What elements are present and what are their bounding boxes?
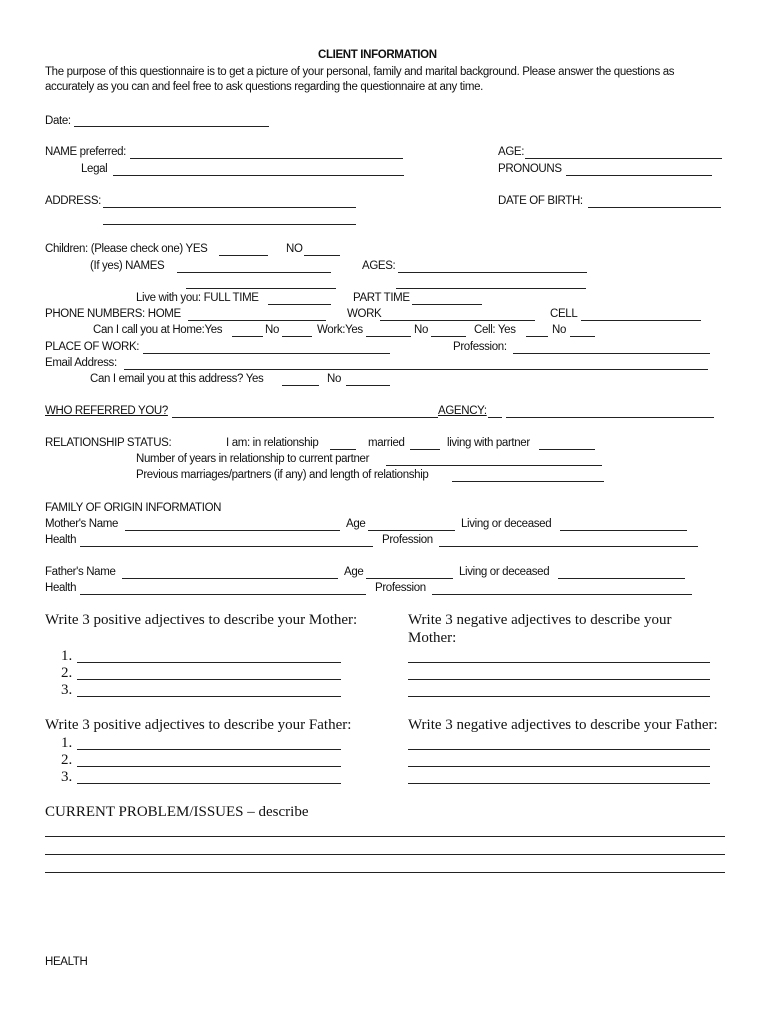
fathers-name-label: Father's Name: [45, 566, 116, 578]
mother-profession-label: Profession: [382, 534, 433, 546]
family-of-origin-heading: FAMILY OF ORIGIN INFORMATION: [45, 502, 222, 514]
negative-mother-field-3[interactable]: [408, 696, 710, 697]
health-heading: HEALTH: [45, 956, 88, 968]
married-field[interactable]: [410, 449, 440, 450]
positive-father-prompt: Write 3 positive adjectives to describe your Father:: [45, 717, 352, 733]
positive-father-num-3: 3.: [61, 769, 73, 785]
positive-father-field-3[interactable]: [77, 783, 341, 784]
negative-father-field-1[interactable]: [408, 749, 710, 750]
children-ages-field-2[interactable]: [396, 288, 586, 289]
agency-field-short[interactable]: [488, 417, 502, 418]
father-living-field[interactable]: [558, 578, 685, 579]
negative-mother-field-2[interactable]: [408, 679, 710, 680]
part-time-label: PART TIME: [353, 292, 410, 304]
children-no-label: NO: [286, 243, 303, 255]
living-with-partner-field[interactable]: [539, 449, 595, 450]
mother-living-field[interactable]: [560, 530, 687, 531]
positive-mother-field-3[interactable]: [77, 696, 341, 697]
children-names-label: (If yes) NAMES: [90, 260, 165, 272]
living-with-partner-label: living with partner: [447, 437, 530, 449]
positive-mother-num-1: 1.: [61, 648, 73, 664]
fathers-name-field[interactable]: [122, 578, 338, 579]
mothers-name-label: Mother's Name: [45, 518, 119, 530]
phone-cell-label: CELL: [550, 308, 578, 320]
call-cell-no-label: No: [552, 324, 567, 336]
negative-mother-prompt-line2: Mother:: [408, 630, 457, 646]
father-profession-field[interactable]: [432, 594, 692, 595]
years-in-relationship-label: Number of years in relationship to current partner: [136, 453, 370, 465]
place-of-work-field[interactable]: [143, 353, 390, 354]
positive-mother-prompt: Write 3 positive adjectives to describe your Mother:: [45, 612, 358, 628]
previous-marriages-label: Previous marriages/partners (if any) and length of relationship: [136, 469, 429, 481]
positive-father-field-1[interactable]: [77, 749, 341, 750]
father-age-label: Age: [344, 566, 364, 578]
mother-age-label: Age: [346, 518, 366, 530]
positive-mother-num-2: 2.: [61, 665, 73, 681]
in-relationship-label: I am: in relationship: [226, 437, 319, 449]
referred-by-label: WHO REFERRED YOU?: [45, 405, 168, 417]
legal-name-label: Legal: [81, 163, 108, 175]
previous-marriages-field[interactable]: [452, 481, 604, 482]
current-problem-field-3[interactable]: [45, 872, 725, 873]
call-work-no-field[interactable]: [431, 336, 466, 337]
mother-living-label: Living or deceased: [461, 518, 552, 530]
father-health-label: Health: [45, 582, 77, 594]
profession-label: Profession:: [453, 341, 507, 353]
positive-father-num-1: 1.: [61, 735, 73, 751]
negative-mother-field-1[interactable]: [408, 662, 710, 663]
phone-work-field[interactable]: [380, 320, 535, 321]
intro-text-line1: The purpose of this questionnaire is to get a picture of your personal, family and marital background. Please answer the questions as: [45, 66, 675, 78]
negative-mother-prompt-line1: Write 3 negative adjectives to describe your: [408, 612, 672, 628]
email-permission-label: Can I email you at this address? Yes: [90, 373, 264, 385]
call-cell-no-field[interactable]: [570, 336, 595, 337]
call-home-no-label: No: [265, 324, 280, 336]
pronouns-label: PRONOUNS: [498, 163, 562, 175]
phone-home-label: PHONE NUMBERS: HOME: [45, 308, 181, 320]
legal-name-field[interactable]: [113, 175, 404, 176]
referred-by-field[interactable]: [172, 417, 438, 418]
intro-text-line2: accurately as you can and feel free to ask questions regarding the questionnaire at any time.: [45, 81, 483, 93]
current-problem-field-2[interactable]: [45, 854, 725, 855]
email-permission-no-field[interactable]: [346, 385, 390, 386]
agency-field[interactable]: [506, 417, 714, 418]
children-names-field-2[interactable]: [186, 288, 336, 289]
relationship-status-label: RELATIONSHIP STATUS:: [45, 437, 172, 449]
name-preferred-label: NAME preferred:: [45, 146, 127, 158]
positive-father-num-2: 2.: [61, 752, 73, 768]
father-living-label: Living or deceased: [459, 566, 550, 578]
phone-cell-field[interactable]: [581, 320, 701, 321]
call-cell-yes-field[interactable]: [526, 336, 548, 337]
father-health-field[interactable]: [80, 594, 366, 595]
negative-father-field-2[interactable]: [408, 766, 710, 767]
agency-label: AGENCY:: [438, 405, 487, 417]
current-problem-heading: CURRENT PROBLEM/ISSUES – describe: [45, 804, 309, 820]
mother-profession-field[interactable]: [439, 546, 698, 547]
in-relationship-field[interactable]: [330, 449, 356, 450]
current-problem-field-1[interactable]: [45, 836, 725, 837]
pronouns-field[interactable]: [566, 175, 712, 176]
live-full-time-field[interactable]: [268, 304, 331, 305]
call-work-label: Work:Yes: [317, 324, 363, 336]
place-of-work-label: PLACE OF WORK:: [45, 341, 140, 353]
email-field[interactable]: [124, 369, 708, 370]
email-label: Email Address:: [45, 357, 117, 369]
father-age-field[interactable]: [366, 578, 453, 579]
years-in-relationship-field[interactable]: [386, 465, 602, 466]
address-field-line2[interactable]: [103, 224, 356, 225]
positive-mother-field-2[interactable]: [77, 679, 341, 680]
children-ages-field[interactable]: [398, 272, 587, 273]
positive-father-field-2[interactable]: [77, 766, 341, 767]
dob-field[interactable]: [588, 207, 721, 208]
address-label: ADDRESS:: [45, 195, 101, 207]
live-full-time-label: Live with you: FULL TIME: [136, 292, 259, 304]
date-label: Date:: [45, 115, 71, 127]
children-no-field[interactable]: [304, 255, 340, 256]
negative-father-field-3[interactable]: [408, 783, 710, 784]
mother-age-field[interactable]: [368, 530, 455, 531]
children-names-field[interactable]: [177, 272, 331, 273]
call-cell-label: Cell: Yes: [474, 324, 516, 336]
children-yes-field[interactable]: [219, 255, 268, 256]
call-home-label: Can I call you at Home:Yes: [93, 324, 223, 336]
mother-health-label: Health: [45, 534, 77, 546]
negative-father-prompt: Write 3 negative adjectives to describe your Father:: [408, 717, 718, 733]
date-field[interactable]: [74, 126, 269, 127]
children-ages-label: AGES:: [362, 260, 396, 272]
age-field[interactable]: [525, 158, 722, 159]
positive-mother-num-3: 3.: [61, 682, 73, 698]
age-label: AGE:: [498, 146, 525, 158]
email-permission-yes-field[interactable]: [282, 385, 319, 386]
children-label: Children: (Please check one) YES: [45, 243, 208, 255]
dob-label: DATE OF BIRTH:: [498, 195, 583, 207]
address-field-line1[interactable]: [103, 207, 356, 208]
mother-health-field[interactable]: [80, 546, 373, 547]
profession-field[interactable]: [513, 353, 710, 354]
married-label: married: [368, 437, 405, 449]
father-profession-label: Profession: [375, 582, 426, 594]
form-title: CLIENT INFORMATION: [318, 49, 437, 61]
positive-mother-field-1[interactable]: [77, 662, 341, 663]
phone-work-label: WORK: [347, 308, 382, 320]
part-time-field[interactable]: [412, 304, 482, 305]
email-permission-no-label: No: [327, 373, 342, 385]
name-preferred-field[interactable]: [130, 158, 403, 159]
call-work-yes-field[interactable]: [366, 336, 411, 337]
call-work-no-label: No: [414, 324, 429, 336]
call-home-no-field[interactable]: [282, 336, 312, 337]
call-home-yes-field[interactable]: [232, 336, 263, 337]
phone-home-field[interactable]: [188, 320, 326, 321]
mothers-name-field[interactable]: [125, 530, 340, 531]
